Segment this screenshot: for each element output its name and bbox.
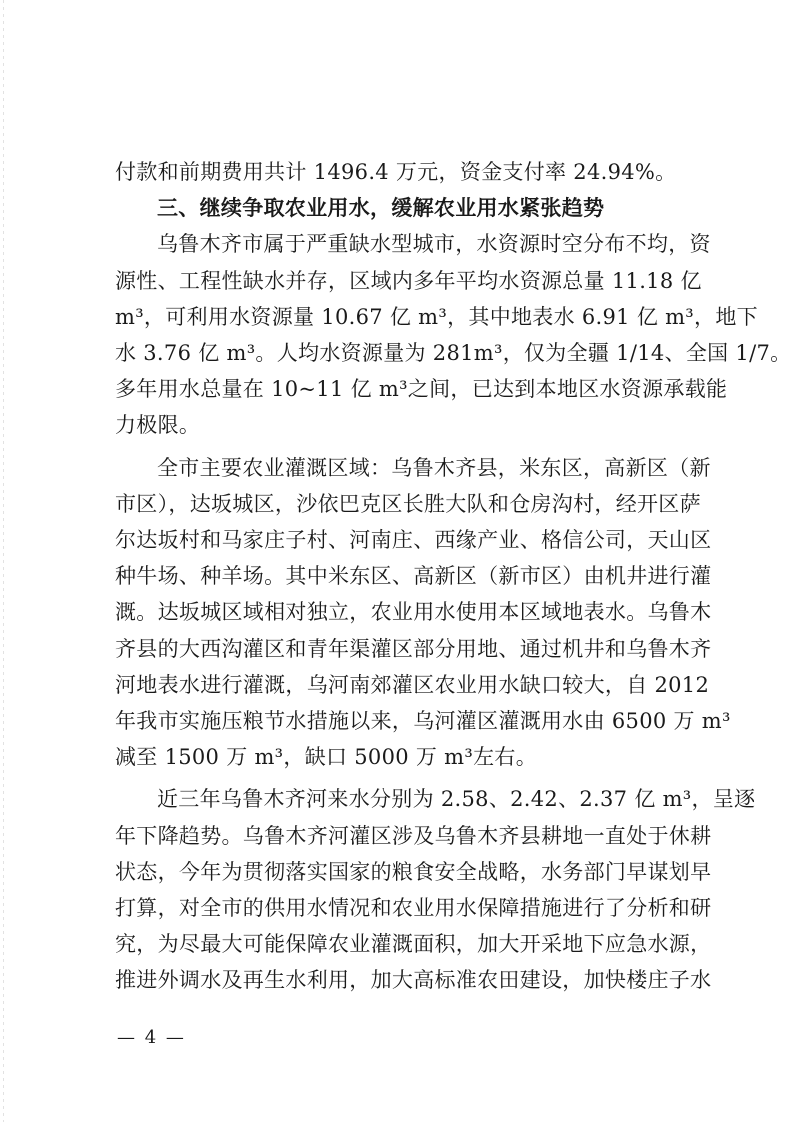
paragraph-line: 力极限。 [115,413,201,438]
paragraph-line: 年下降趋势。乌鲁木齐河灌区涉及乌鲁木齐县耕地一直处于休耕 [115,823,712,848]
paragraph-line: 年我市实施压粮节水措施以来，乌河灌区灌溉用水由 6500 万 m³ [115,709,731,734]
continuation-paragraph [115,154,690,190]
paragraph-water-resources [115,226,792,443]
section-heading: 三、继续争取农业用水，缓解农业用水紧张趋势 [157,195,605,221]
paragraph-line: m³，可利用水资源量 10.67 亿 m³，其中地表水 6.91 亿 m³，地下 [115,304,758,329]
paragraph-line: 乌鲁木齐市属于严重缺水型城市，水资源时空分布不均，资 [157,232,711,257]
paragraph-line: 尔达坂村和马家庄子村、河南庄、西缘产业、格信公司，天山区 [115,528,712,553]
page-number: — 4 — [117,1027,186,1048]
paragraph-line: 近三年乌鲁木齐河来水分别为 2.58、2.42、2.37 亿 m³，呈逐 [157,787,756,812]
paragraph-line: 推进外调水及再生水利用，加大高标准农田建设，加快楼庄子水 [115,968,712,993]
paragraph-line: 市区），达坂城区，沙依巴克区长胜大队和仓房沟村，经开区萨 [115,491,701,516]
paragraph-line: 付款和前期费用共计 1496.4 万元，资金支付率 24.94%。 [115,160,677,184]
paragraph-line: 溉。达坂城区域相对独立，农业用水使用本区域地表水。乌鲁木 [115,600,712,625]
paragraph-line: 齐县的大西沟灌区和青年渠灌区部分用地、通过机井和乌鲁木齐 [115,636,712,661]
paragraph-line: 水 3.76 亿 m³。人均水资源量为 281m³，仅为全疆 1/14、全国 1/7。 [115,341,792,366]
paragraph-line: 源性、工程性缺水并存，区域内多年平均水资源总量 11.18 亿 [115,268,702,293]
paragraph-line: 河地表水进行灌溉，乌河南郊灌区农业用水缺口较大，自 2012 [115,672,710,697]
paragraph-irrigation-areas [115,450,731,776]
paragraph-river-inflow [115,781,756,998]
document-page [115,154,792,999]
scan-edge-artifact [3,0,4,1122]
paragraph-line: 全市主要农业灌溉区域：乌鲁木齐县，米东区，高新区（新 [157,455,711,480]
paragraph-line: 打算，对全市的供用水情况和农业用水保障措施进行了分析和研 [115,896,712,921]
paragraph-line: 究，为尽最大可能保障农业灌溉面积，加大开采地下应急水源， [115,932,712,957]
paragraph-line: 多年用水总量在 10~11 亿 m³之间，已达到本地区水资源承载能 [115,377,728,402]
paragraph-line: 减至 1500 万 m³，缺口 5000 万 m³左右。 [115,745,538,770]
paragraph-line: 种牛场、种羊场。其中米东区、高新区（新市区）由机井进行灌 [115,564,712,589]
paragraph-line: 状态，今年为贯彻落实国家的粮食安全战略，水务部门早谋划早 [115,859,712,884]
